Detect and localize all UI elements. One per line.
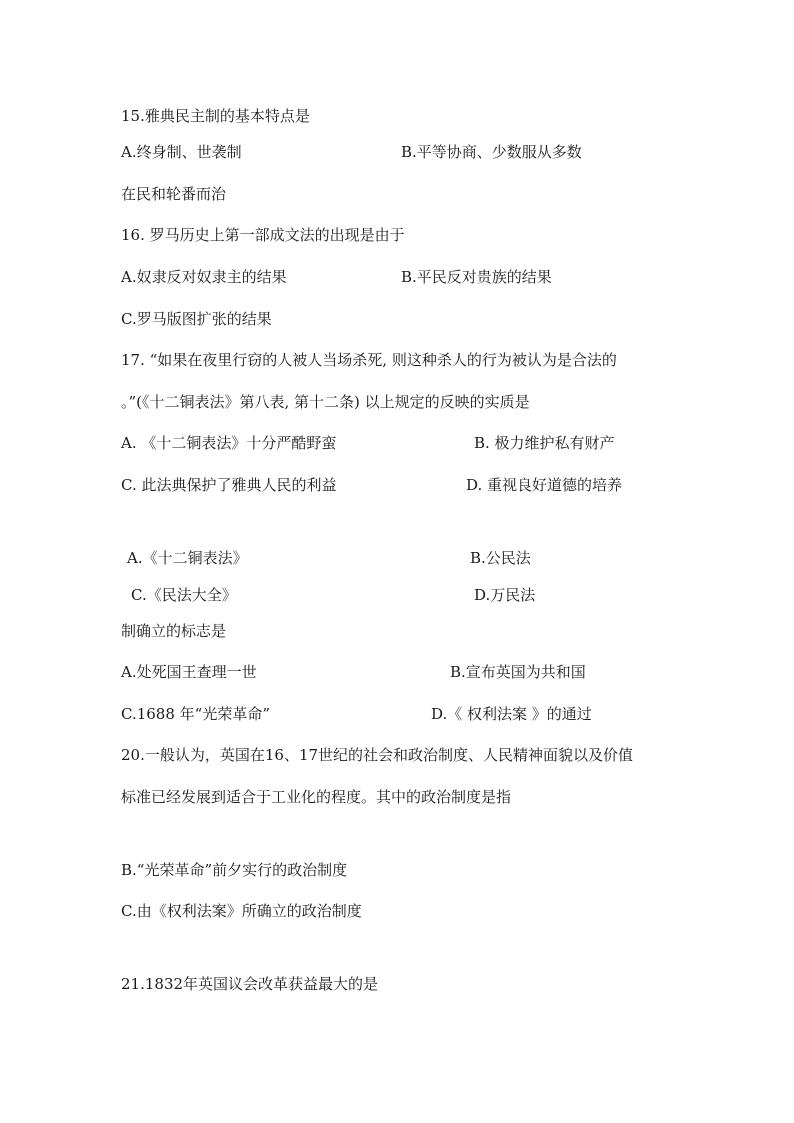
q18-option-a: A.《十二铜表法》 — [127, 549, 248, 567]
q17-option-d: D. 重视良好道德的培养 — [466, 476, 623, 494]
q17-stem-line2: 。”(《十二铜表法》第八表, 第十二条) 以上规定的反映的实质是 — [121, 393, 530, 411]
q17-option-b: B. 极力维护私有财产 — [474, 434, 615, 452]
q17-option-c: C. 此法典保护了雅典人民的利益 — [121, 476, 337, 494]
q17-option-a: A. 《十二铜表法》十分严酷野蛮 — [121, 434, 337, 452]
q19-option-d: D.《 权利法案 》的通过 — [431, 705, 592, 723]
q16-option-b: B.平民反对贵族的结果 — [401, 268, 552, 286]
q18-option-d: D.万民法 — [474, 586, 536, 604]
q15-option-b: B.平等协商、少数服从多数 — [401, 143, 582, 161]
q15-stem: 15.雅典民主制的基本特点是 — [121, 107, 310, 125]
q21-stem: 21.1832年英国议会改革获益最大的是 — [121, 975, 379, 993]
q19-option-c: C.1688 年“光荣革命” — [121, 705, 270, 723]
q15-option-a: A.终身制、世袭制 — [121, 143, 242, 161]
q16-option-c: C.罗马版图扩张的结果 — [121, 310, 272, 328]
q15-option-continuation: 在民和轮番而治 — [121, 185, 227, 203]
q19-option-a: A.处死国王查理一世 — [121, 663, 257, 681]
q18-option-b: B.公民法 — [470, 549, 531, 567]
q20-option-b: B.“光荣革命”前夕实行的政治制度 — [121, 861, 348, 879]
q16-stem: 16. 罗马历史上第一部成文法的出现是由于 — [121, 226, 405, 244]
q16-option-a: A.奴隶反对奴隶主的结果 — [121, 268, 287, 286]
q19-option-b: B.宣布英国为共和国 — [450, 663, 586, 681]
q18-option-c: C.《民法大全》 — [131, 586, 237, 604]
q20-stem-line1: 20.一般认为，英国在16、17世纪的社会和政治制度、人民精神面貌以及价值 — [121, 746, 634, 764]
q19-stem-tail: 制确立的标志是 — [121, 622, 227, 640]
q20-option-c: C.由《权利法案》所确立的政治制度 — [121, 902, 362, 920]
q17-stem-line1: 17. “如果在夜里行窃的人被人当场杀死, 则这种杀人的行为被认为是合法的 — [121, 351, 617, 369]
q20-stem-line2: 标准已经发展到适合于工业化的程度。其中的政治制度是指 — [121, 788, 512, 806]
